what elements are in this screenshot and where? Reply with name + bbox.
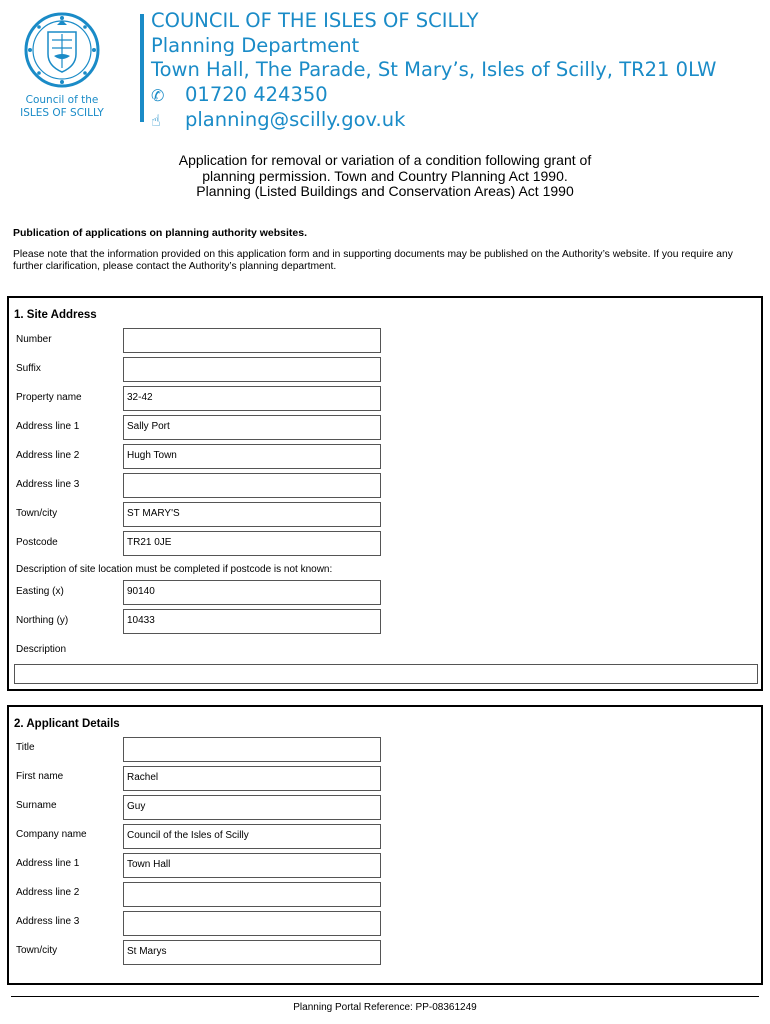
- site-address-line3-field[interactable]: [123, 473, 381, 498]
- header-contact-block: [151, 9, 716, 134]
- surname-field[interactable]: Guy: [123, 795, 381, 820]
- number-label: Number: [16, 334, 52, 345]
- site-address-section: [7, 296, 763, 691]
- suffix-field[interactable]: [123, 357, 381, 382]
- applicant-town-field[interactable]: St Marys: [123, 940, 381, 965]
- applicant-town-label: Town/city: [16, 945, 58, 956]
- applicant-address-line2-label: Address line 2: [16, 887, 80, 898]
- document-title: [0, 153, 770, 200]
- footer-divider: [11, 996, 759, 997]
- phone-icon: ✆: [151, 85, 165, 105]
- easting-field[interactable]: 90140: [123, 580, 381, 605]
- easting-label: Easting (x): [16, 586, 64, 597]
- property-name-field[interactable]: 32-42: [123, 386, 381, 411]
- site-town-field[interactable]: ST MARY'S: [123, 502, 381, 527]
- header-divider: [140, 14, 144, 122]
- title-line3: Planning (Listed Buildings and Conservation Areas) Act 1990: [196, 183, 574, 199]
- email-address: planning@scilly.gov.uk: [185, 108, 406, 131]
- email-icon: ☝: [151, 111, 161, 130]
- applicant-title-label: Title: [16, 742, 35, 753]
- northing-label: Northing (y): [16, 615, 69, 626]
- applicant-address-line3-label: Address line 3: [16, 916, 80, 927]
- applicant-address-line2-field[interactable]: [123, 882, 381, 907]
- title-line2: planning permission. Town and Country Planning Act 1990.: [202, 167, 568, 184]
- publication-note: Please note that the information provided on this application form and in supporting documents may be published on the Authority’s website. If you require any further clarification, please contact the Authority’s planning department.: [13, 249, 733, 272]
- site-address-line1-field[interactable]: Sally Port: [123, 415, 381, 440]
- portal-reference: Planning Portal Reference: PP-08361249: [293, 1002, 477, 1013]
- council-crest-icon: [24, 10, 100, 90]
- first-name-label: First name: [16, 771, 64, 782]
- site-address-title: 1. Site Address: [14, 309, 97, 321]
- company-name-field[interactable]: Council of the Isles of Scilly: [123, 824, 381, 849]
- site-address-line1-label: Address line 1: [16, 421, 80, 432]
- postcode-label: Postcode: [16, 537, 58, 548]
- company-name-label: Company name: [16, 829, 87, 840]
- applicant-address-line1-field[interactable]: Town Hall: [123, 853, 381, 878]
- suffix-label: Suffix: [16, 363, 41, 374]
- council-name: COUNCIL OF THE ISLES OF SCILLY: [151, 9, 479, 32]
- site-address-line2-label: Address line 2: [16, 450, 80, 461]
- applicant-details-section: [7, 705, 763, 985]
- title-line1: Application for removal or variation of a condition following grant of: [178, 152, 592, 168]
- postcode-field[interactable]: TR21 0JE: [123, 531, 381, 556]
- applicant-address-line3-field[interactable]: [123, 911, 381, 936]
- description-label: Description: [16, 644, 67, 655]
- number-field[interactable]: [123, 328, 381, 353]
- logo-text-line2: ISLES OF SCILLY: [20, 107, 104, 119]
- description-field[interactable]: [14, 664, 758, 684]
- logo-text-line1: Council of the: [25, 94, 99, 106]
- applicant-title-field[interactable]: [123, 737, 381, 762]
- site-town-label: Town/city: [16, 508, 58, 519]
- first-name-field[interactable]: Rachel: [123, 766, 381, 791]
- site-address-line2-field[interactable]: Hugh Town: [123, 444, 381, 469]
- phone-number: 01720 424350: [185, 82, 328, 106]
- council-logo: [18, 10, 106, 120]
- property-name-label: Property name: [16, 392, 82, 403]
- surname-label: Surname: [16, 800, 57, 811]
- council-address: Town Hall, The Parade, St Mary’s, Isles of Scilly, TR21 0LW: [151, 58, 717, 81]
- location-note: Description of site location must be completed if postcode is not known:: [16, 564, 333, 575]
- applicant-address-line1-label: Address line 1: [16, 858, 80, 869]
- northing-field[interactable]: 10433: [123, 609, 381, 634]
- department-name: Planning Department: [151, 33, 360, 57]
- applicant-details-title: 2. Applicant Details: [14, 718, 120, 730]
- site-address-line3-label: Address line 3: [16, 479, 80, 490]
- publication-heading: Publication of applications on planning authority websites.: [13, 227, 308, 239]
